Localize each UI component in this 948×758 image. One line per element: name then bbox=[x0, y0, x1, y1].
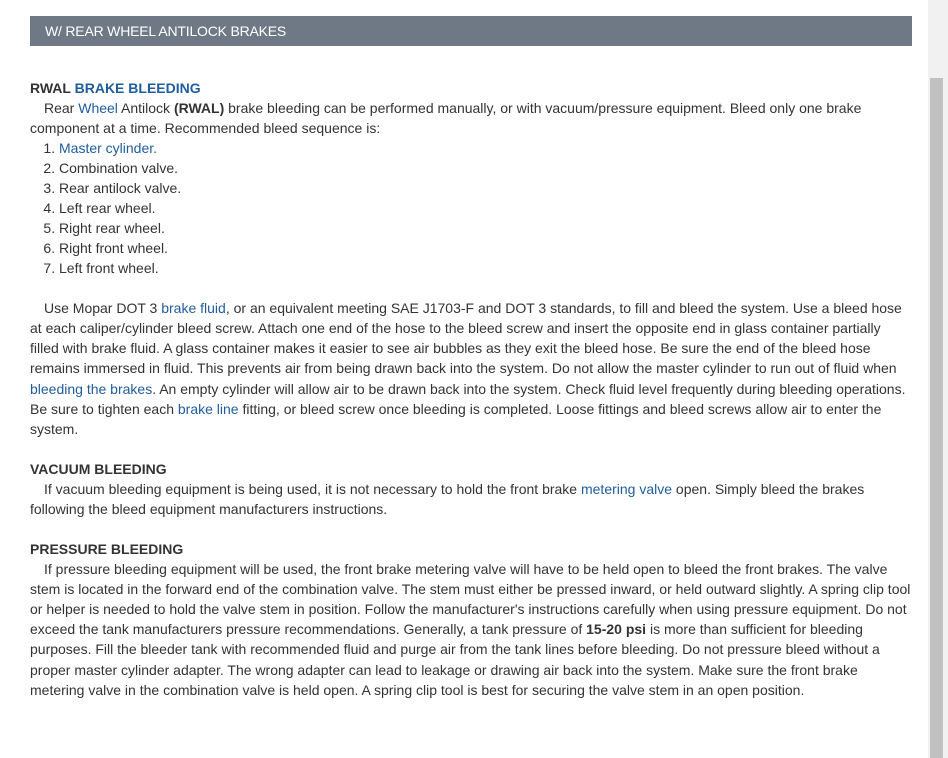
list-item: 4. Left rear wheel. bbox=[59, 198, 912, 218]
text-run: , or an equivalent meeting SAE J1703-F and DOT 3 standards, to fill and bleed the system. Use a bleed hose at each caliper/cylinder bleed screw. Attach one end of the hose to the bleed screw and insert the opposite end in glass container partially filled with brake fluid. A glass container makes it easier to see air bubbles as they exit the bleed hose. Be sure the end of the bleed hose remains immersed in fluid. This prevents air from being drawn back into the system. Do not allow the master cylinder to run out of fluid when bbox=[30, 300, 902, 377]
list-item bbox=[59, 138, 912, 158]
text-run: Rear bbox=[44, 100, 79, 116]
vacuum-paragraph bbox=[30, 479, 912, 519]
brake-fluid-link[interactable]: brake fluid bbox=[161, 300, 226, 317]
text-run: Antilock bbox=[117, 100, 174, 116]
rwal-heading-prefix: RWAL bbox=[30, 80, 75, 96]
bleeding-the-brakes-link[interactable]: bleeding the brakes bbox=[30, 380, 153, 397]
pressure-paragraph bbox=[30, 559, 912, 700]
rwal-heading bbox=[30, 78, 912, 98]
pressure-value: 15-20 psi bbox=[586, 621, 647, 638]
text-run: open. Simply bleed the brakes following the bleed equipment manufacturers instructions. bbox=[30, 480, 865, 517]
text-run: brake bleeding can be performed manually, or with vacuum/pressure equipment. Bleed only one brake component at a time. Recommended bleed sequence is: bbox=[30, 100, 862, 137]
rwal-intro-paragraph bbox=[30, 98, 912, 138]
text-run: . An empty cylinder will allow air to be drawn back into the system. Check fluid level frequently during bleeding operations. Be sure to tighten each bbox=[30, 380, 906, 417]
wheel-link[interactable]: Wheel bbox=[78, 100, 118, 116]
rwal-section bbox=[30, 78, 912, 439]
list-item: 6. Right front wheel. bbox=[59, 238, 912, 258]
pressure-heading: PRESSURE BLEEDING bbox=[30, 541, 184, 558]
metering-valve-link[interactable]: metering valve bbox=[580, 480, 673, 497]
list-item: 7. Left front wheel. bbox=[59, 258, 912, 278]
brake-bleeding-link[interactable]: BRAKE BLEEDING bbox=[74, 80, 201, 96]
section-header: W/ REAR WHEEL ANTILOCK BRAKES bbox=[30, 16, 912, 46]
rwal-body-paragraph bbox=[30, 298, 912, 439]
pressure-section bbox=[30, 539, 912, 700]
text-run: If vacuum bleeding equipment is being used, it is not necessary to hold the front brake bbox=[44, 480, 581, 497]
master-cylinder-link[interactable]: Master cylinder. bbox=[59, 140, 158, 157]
vacuum-heading: VACUUM BLEEDING bbox=[30, 460, 167, 477]
list-item: 3. Rear antilock valve. bbox=[59, 178, 912, 198]
scrollbar-thumb[interactable] bbox=[930, 78, 943, 758]
text-run: fitting, or bleed screw once bleeding is completed. Loose fittings and bleed screws allow air to enter the system. bbox=[30, 400, 882, 437]
vacuum-section bbox=[30, 459, 912, 519]
text-run: Use Mopar DOT 3 bbox=[44, 300, 162, 317]
brake-line-link[interactable]: brake line bbox=[177, 400, 239, 417]
rwal-bold: (RWAL) bbox=[173, 100, 225, 116]
vertical-scrollbar[interactable] bbox=[928, 0, 948, 758]
list-item: 5. Right rear wheel. bbox=[59, 218, 912, 238]
list-item: 2. Combination valve. bbox=[59, 158, 912, 178]
article-content bbox=[30, 16, 912, 700]
text-run: is more than sufficient for bleeding purposes. Fill the bleeder tank with recommended fluid and purge air from the tank lines before bleeding. Do not pressure bleed without a proper master cylinder adapter. The wrong adapter can lead to leakage or drawing air back into the system. Make sure the front brake metering valve in the combination valve is held open. A spring clip tool is best for securing the valve stem in an open position. bbox=[30, 621, 880, 698]
text-run: If pressure bleeding equipment will be used, the front brake metering valve will have to be held open to bleed the front brakes. The valve stem is located in the forward end of the combination valve. The stem must either be pressed inward, or held outward slightly. A spring clip tool or helper is needed to hold the valve stem in position. Follow the manufacturer's instructions carefully when using pressure equipment. Do not exceed the tank manufacturers pressure recommendations. Generally, a tank pressure of bbox=[30, 561, 911, 638]
bleed-sequence-list bbox=[30, 138, 912, 278]
